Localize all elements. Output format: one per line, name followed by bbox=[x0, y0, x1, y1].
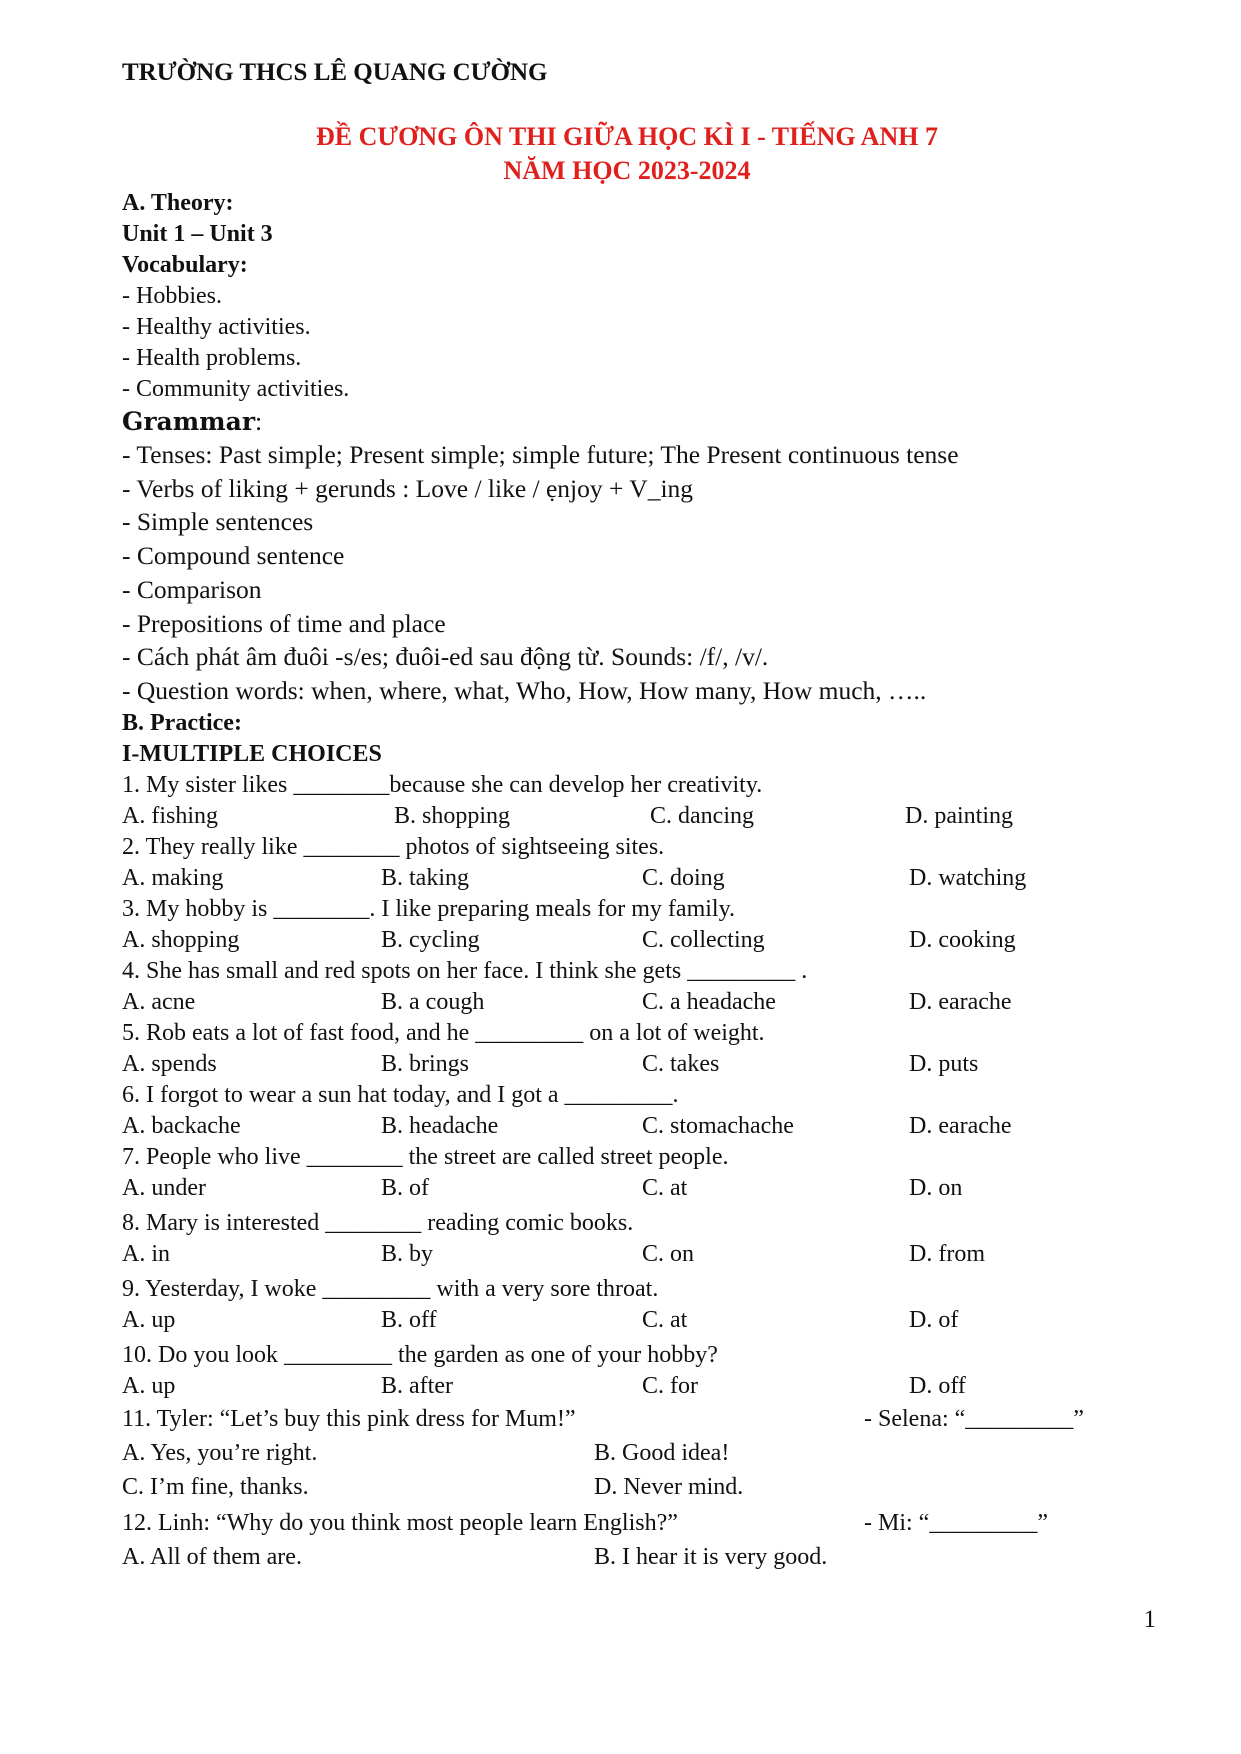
option-a: A. fishing bbox=[122, 802, 218, 829]
option-d: D. watching bbox=[909, 864, 1027, 891]
answer-options bbox=[122, 925, 1132, 956]
option-b: B. off bbox=[381, 1306, 437, 1333]
dialogue-question bbox=[122, 1506, 1132, 1540]
page-number: 1 bbox=[1143, 1606, 1156, 1633]
option-d: D. cooking bbox=[909, 926, 1016, 953]
option-d: D. of bbox=[909, 1306, 959, 1333]
question-text: 1. My sister likes ________because she can develop her creativity. bbox=[122, 771, 763, 798]
option-a: A. under bbox=[122, 1174, 206, 1201]
answer-options bbox=[122, 1239, 1132, 1270]
grammar-item: - Comparison bbox=[122, 574, 262, 604]
reply-prompt: - Selena: “_________” bbox=[864, 1405, 1084, 1432]
option-b: B. shopping bbox=[394, 802, 511, 829]
question-text: 8. Mary is interested ________ reading comic books. bbox=[122, 1209, 634, 1236]
option-d: D. puts bbox=[909, 1050, 979, 1077]
question-text: 11. Tyler: “Let’s buy this pink dress for Mum!” bbox=[122, 1405, 576, 1432]
option-c: C. a headache bbox=[642, 988, 776, 1015]
grammar-item: - Tenses: Past simple; Present simple; simple future; The Present continuous tense bbox=[122, 440, 959, 469]
answer-options bbox=[122, 987, 1132, 1018]
option-a: A. up bbox=[122, 1306, 176, 1333]
answer-options bbox=[122, 801, 1132, 832]
option-b: B. of bbox=[381, 1174, 429, 1201]
question-text: 5. Rob eats a lot of fast food, and he _________ on a lot of weight. bbox=[122, 1019, 765, 1046]
answer-options bbox=[122, 1305, 1132, 1336]
option-d: D. Never mind. bbox=[594, 1473, 744, 1500]
question-text: 6. I forgot to wear a sun hat today, and I got a _________. bbox=[122, 1081, 679, 1108]
option-a: A. making bbox=[122, 864, 224, 891]
option-a: A. shopping bbox=[122, 926, 240, 953]
vocab-item: - Healthy activities. bbox=[122, 314, 311, 340]
option-d: D. painting bbox=[905, 802, 1013, 829]
grammar-item: - Prepositions of time and place bbox=[122, 608, 446, 638]
practice-heading: B. Practice: bbox=[122, 709, 242, 736]
question-list bbox=[122, 770, 1132, 1574]
option-b: B. brings bbox=[381, 1050, 470, 1077]
option-a: A. in bbox=[122, 1240, 170, 1267]
option-c: C. collecting bbox=[642, 926, 765, 953]
grammar-item: - Cách phát âm đuôi -s/es; đuôi-ed sau động từ. Sounds: /f/, /v/. bbox=[122, 642, 769, 672]
answer-options bbox=[122, 1111, 1132, 1142]
option-b: B. I hear it is very good. bbox=[594, 1543, 828, 1570]
option-b: B. Good idea! bbox=[594, 1439, 730, 1466]
option-b: B. after bbox=[381, 1372, 453, 1399]
reply-prompt: - Mi: “_________” bbox=[864, 1509, 1048, 1536]
option-a: A. All of them are. bbox=[122, 1543, 302, 1570]
option-a: A. spends bbox=[122, 1050, 217, 1077]
answer-options bbox=[122, 1436, 1132, 1470]
dialogue-question bbox=[122, 1402, 1132, 1436]
option-a: A. Yes, you’re right. bbox=[122, 1439, 318, 1466]
option-d: D. from bbox=[909, 1240, 985, 1267]
multiple-choice-heading: I-MULTIPLE CHOICES bbox=[122, 740, 382, 767]
question-text: 9. Yesterday, I woke _________ with a very sore throat. bbox=[122, 1275, 659, 1302]
option-c: C. at bbox=[642, 1306, 688, 1333]
vocabulary-heading: Vocabulary: bbox=[122, 252, 248, 278]
grammar-heading bbox=[122, 405, 1132, 438]
option-d: D. off bbox=[909, 1372, 966, 1399]
option-b: B. a cough bbox=[381, 988, 485, 1015]
answer-options bbox=[122, 1540, 1132, 1574]
option-d: D. earache bbox=[909, 1112, 1012, 1139]
option-c: C. dancing bbox=[650, 802, 754, 829]
grammar-heading-colon: : bbox=[255, 407, 263, 436]
document-page bbox=[122, 56, 1132, 1574]
option-c: C. at bbox=[642, 1174, 688, 1201]
question-text: 7. People who live ________ the street are called street people. bbox=[122, 1143, 729, 1170]
document-title: ĐỀ CƯƠNG ÔN THI GIỮA HỌC KÌ I - TIẾNG ANH 7 bbox=[316, 122, 938, 151]
option-d: D. earache bbox=[909, 988, 1012, 1015]
question-text: 12. Linh: “Why do you think most people learn English?” bbox=[122, 1509, 678, 1536]
question-text: 3. My hobby is ________. I like preparing meals for my family. bbox=[122, 895, 736, 922]
option-b: B. cycling bbox=[381, 926, 480, 953]
grammar-item: - Compound sentence bbox=[122, 541, 345, 571]
option-c: C. for bbox=[642, 1372, 698, 1399]
grammar-item: - Verbs of liking + gerunds : Love / like / ẹnjoy + V_ing bbox=[122, 473, 694, 503]
option-a: A. acne bbox=[122, 988, 196, 1015]
answer-options bbox=[122, 863, 1132, 894]
grammar-heading-text: Grammar bbox=[122, 407, 255, 436]
question-text: 2. They really like ________ photos of sightseeing sites. bbox=[122, 833, 665, 860]
units-heading: Unit 1 – Unit 3 bbox=[122, 221, 273, 247]
option-d: D. on bbox=[909, 1174, 963, 1201]
option-b: B. by bbox=[381, 1240, 434, 1267]
vocab-item: - Community activities. bbox=[122, 376, 350, 402]
grammar-item: - Question words: when, where, what, Who, How, How many, How much, ….. bbox=[122, 675, 927, 705]
option-c: C. takes bbox=[642, 1050, 720, 1077]
vocab-item: - Hobbies. bbox=[122, 283, 222, 309]
school-name: TRƯỜNG THCS LÊ QUANG CƯỜNG bbox=[122, 59, 548, 86]
option-a: A. up bbox=[122, 1372, 176, 1399]
option-c: C. on bbox=[642, 1240, 695, 1267]
option-a: A. backache bbox=[122, 1112, 241, 1139]
option-c: C. doing bbox=[642, 864, 725, 891]
option-c: C. I’m fine, thanks. bbox=[122, 1473, 309, 1500]
grammar-item: - Simple sentences bbox=[122, 507, 314, 537]
vocab-item: - Health problems. bbox=[122, 345, 302, 371]
school-year: NĂM HỌC 2023-2024 bbox=[503, 156, 751, 185]
option-b: B. headache bbox=[381, 1112, 499, 1139]
answer-options bbox=[122, 1371, 1132, 1402]
theory-heading: A. Theory: bbox=[122, 190, 234, 216]
question-text: 10. Do you look _________ the garden as one of your hobby? bbox=[122, 1341, 718, 1368]
question-text: 4. She has small and red spots on her face. I think she gets _________ . bbox=[122, 957, 808, 984]
answer-options bbox=[122, 1173, 1132, 1204]
option-c: C. stomachache bbox=[642, 1112, 794, 1139]
option-b: B. taking bbox=[381, 864, 469, 891]
answer-options bbox=[122, 1470, 1132, 1504]
answer-options bbox=[122, 1049, 1132, 1080]
